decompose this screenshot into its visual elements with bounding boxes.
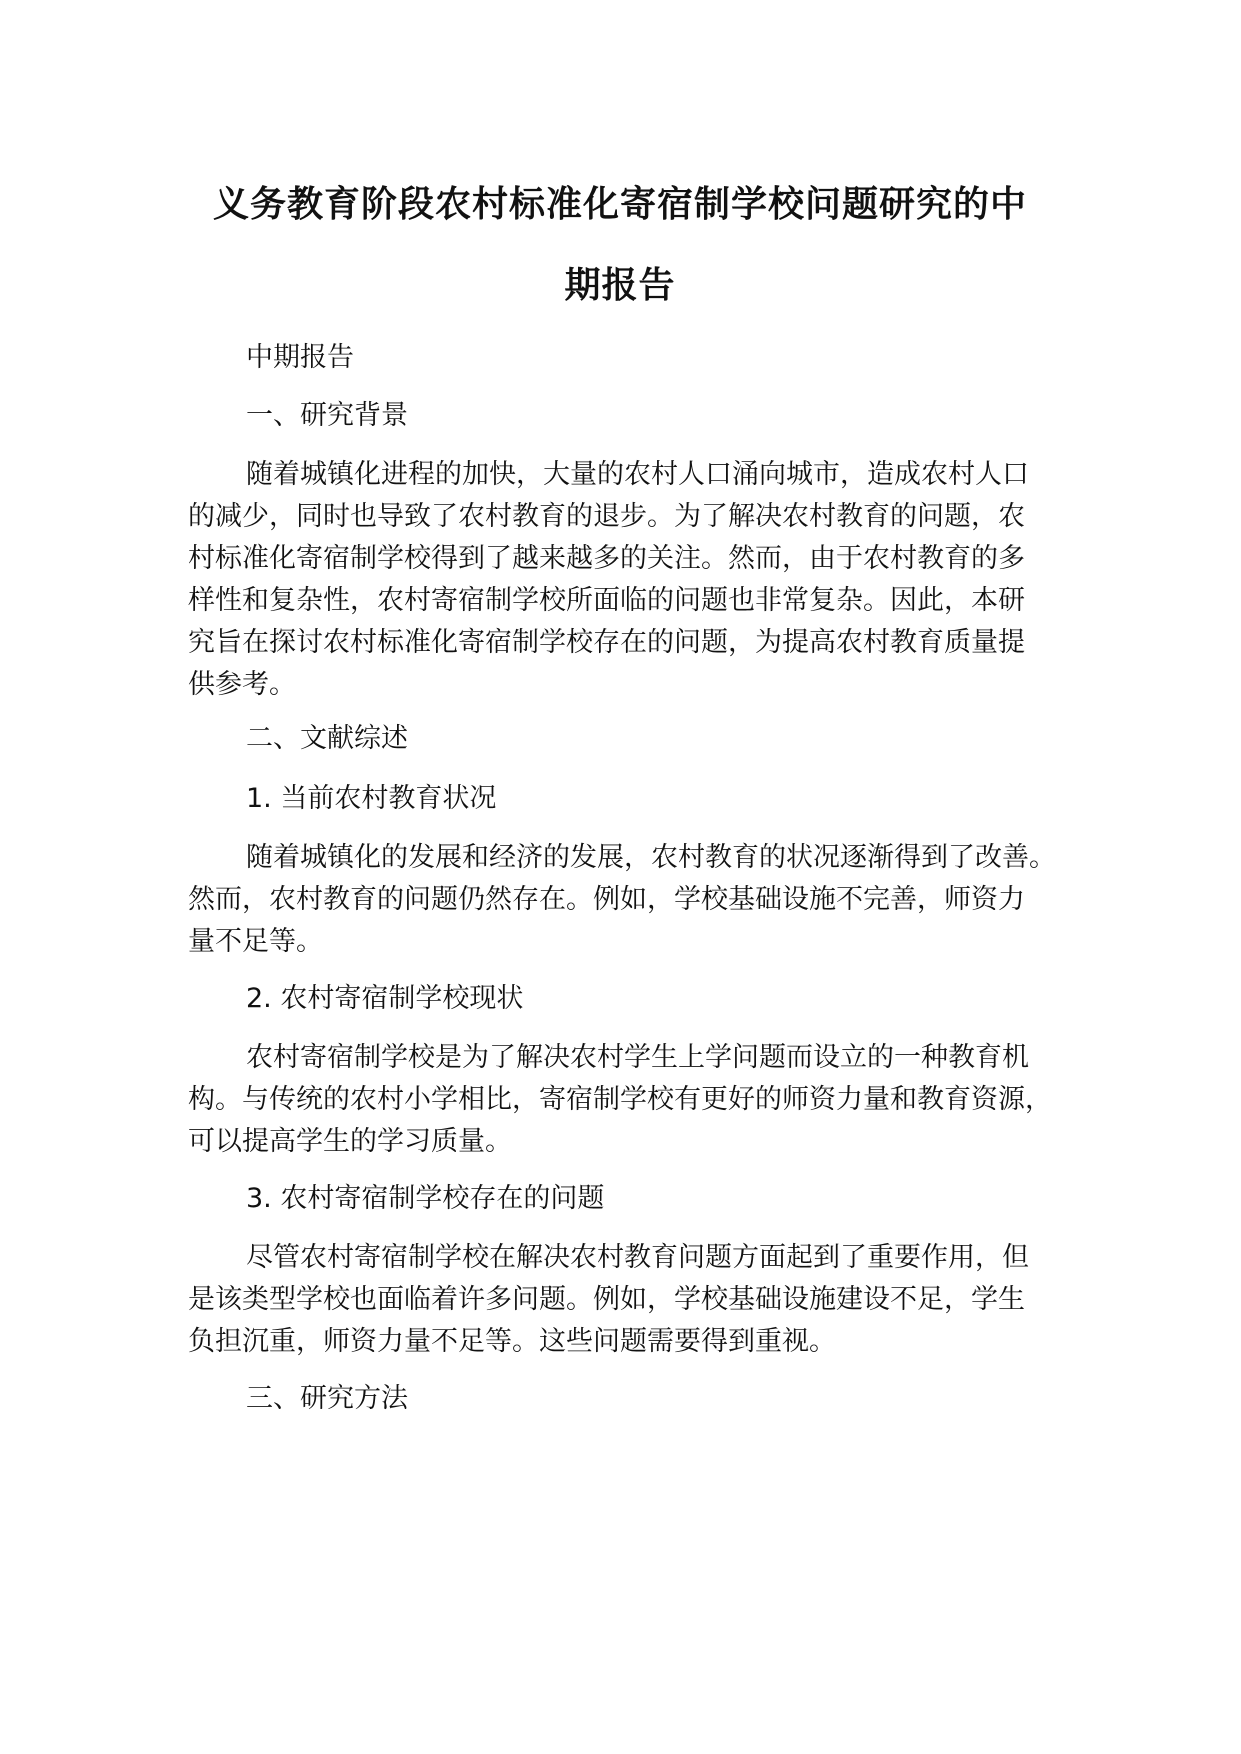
paragraph-line: 是该类型学校也面临着许多问题。例如，学校基础设施建设不足，学生 [188, 1284, 1025, 1315]
section-label-midterm-report: 中期报告 [246, 342, 354, 373]
paragraph-line: 的减少，同时也导致了农村教育的退步。为了解决农村教育的问题，农 [188, 501, 1025, 532]
paragraph-line: 究旨在探讨农村标准化寄宿制学校存在的问题，为提高农村教育质量提 [188, 627, 1025, 658]
paragraph-line: 量不足等。 [188, 926, 323, 957]
heading-research-methods: 三、研究方法 [246, 1383, 408, 1414]
paragraph-line: 随着城镇化进程的加快，大量的农村人口涌向城市，造成农村人口 [246, 459, 1029, 490]
paragraph-line: 供参考。 [188, 669, 296, 700]
document-title-line-2: 期报告 [564, 265, 676, 306]
heading-research-background: 一、研究背景 [246, 400, 408, 431]
paragraph-line: 可以提高学生的学习质量。 [188, 1126, 512, 1157]
subheading-current-rural-education: 1. 当前农村教育状况 [246, 783, 497, 814]
paragraph-line: 负担沉重，师资力量不足等。这些问题需要得到重视。 [188, 1326, 836, 1357]
paragraph-line: 村标准化寄宿制学校得到了越来越多的关注。然而，由于农村教育的多 [188, 543, 1025, 574]
paragraph-line: 农村寄宿制学校是为了解决农村学生上学问题而设立的一种教育机 [246, 1042, 1029, 1073]
document-title-line-1: 义务教育阶段农村标准化寄宿制学校问题研究的中 [212, 184, 1027, 225]
heading-literature-review: 二、文献综述 [246, 723, 408, 754]
paragraph-line: 样性和复杂性，农村寄宿制学校所面临的问题也非常复杂。因此，本研 [188, 585, 1025, 616]
paragraph-line: 随着城镇化的发展和经济的发展，农村教育的状况逐渐得到了改善。 [246, 842, 1056, 873]
paragraph-line: 尽管农村寄宿制学校在解决农村教育问题方面起到了重要作用，但 [246, 1242, 1029, 1273]
paragraph-line: 构。与传统的农村小学相比，寄宿制学校有更好的师资力量和教育资源， [188, 1084, 1052, 1115]
subheading-boarding-school-problems: 3. 农村寄宿制学校存在的问题 [246, 1183, 605, 1214]
subheading-boarding-school-status: 2. 农村寄宿制学校现状 [246, 983, 524, 1014]
paragraph-line: 然而，农村教育的问题仍然存在。例如，学校基础设施不完善，师资力 [188, 884, 1025, 915]
